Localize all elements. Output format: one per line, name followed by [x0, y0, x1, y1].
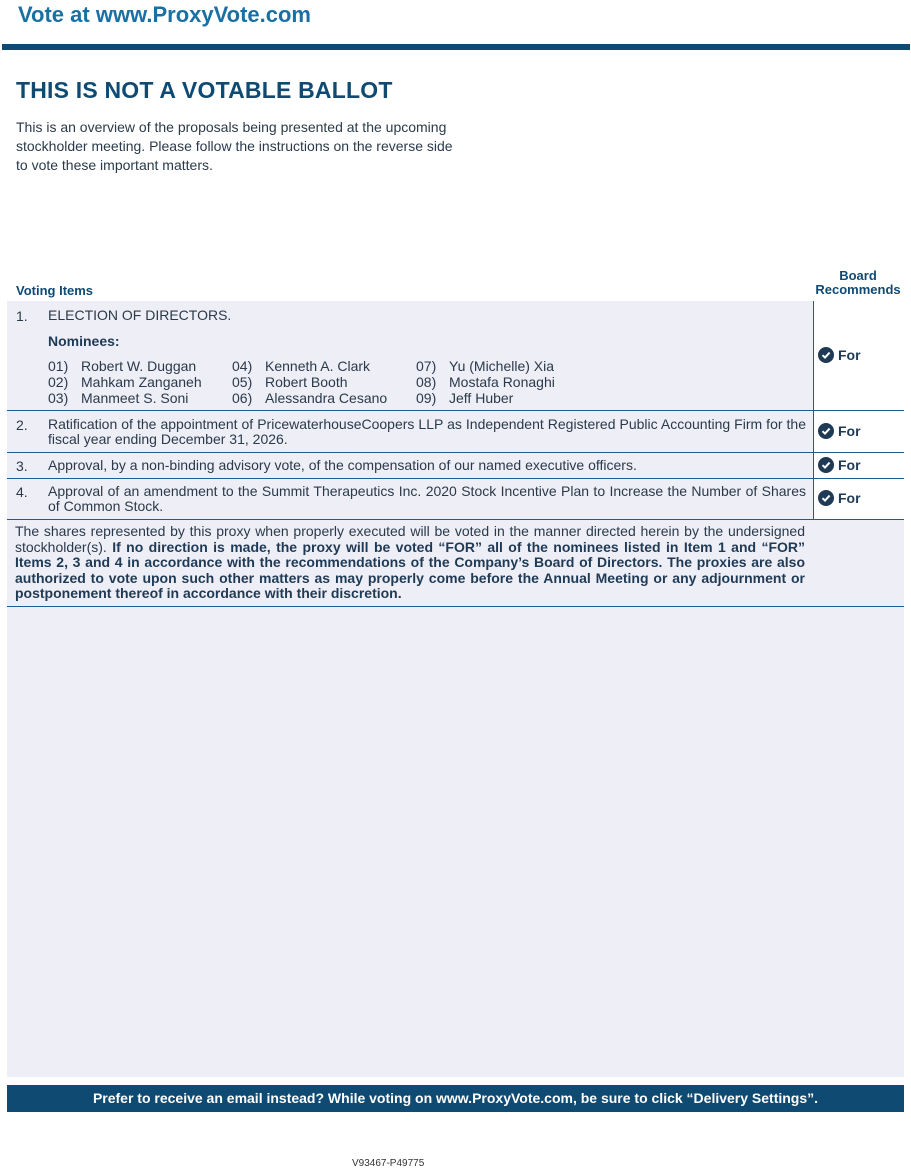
item-text: Approval, by a non-binding advisory vote, of the compensation of our named executive officers. — [48, 457, 637, 473]
nominee: 09) Jeff Huber — [416, 390, 514, 406]
proxy-footnote — [15, 524, 805, 602]
nominee: 05) Robert Booth — [232, 374, 348, 390]
check-circle-icon — [818, 347, 834, 363]
board-recommendation — [813, 453, 905, 478]
page-title: THIS IS NOT A VOTABLE BALLOT — [16, 77, 393, 103]
board-recommends-header — [812, 269, 904, 297]
header-rule — [2, 44, 910, 50]
voting-items-header: Voting Items — [16, 283, 94, 298]
voting-item-3 — [7, 453, 904, 479]
nominee: 01) Robert W. Duggan — [48, 358, 197, 374]
recommendation-label: For — [838, 490, 861, 506]
item-text: Approval of an amendment to the Summit Therapeutics Inc. 2020 Stock Incentive Plan to Increase the Number of Shares of Common Stock. — [48, 483, 806, 514]
nominee: 03) Manmeet S. Soni — [48, 390, 189, 406]
recommendation-label: For — [838, 457, 861, 473]
check-circle-icon — [818, 457, 834, 473]
item-number: 2. — [16, 417, 28, 433]
board-header-line1: Board — [839, 268, 877, 283]
voting-item-4 — [7, 479, 904, 520]
board-recommendation — [813, 301, 905, 410]
check-circle-icon — [818, 490, 834, 506]
voting-item-1 — [7, 301, 904, 411]
document-code: V93467-P49775 — [352, 1158, 425, 1169]
nominee: 04) Kenneth A. Clark — [232, 358, 371, 374]
nominee: 07) Yu (Michelle) Xia — [416, 358, 555, 374]
footnote-rule — [7, 606, 904, 607]
footnote-bold: If no direction is made, the proxy will be voted “FOR” all of the nominees listed in Item 1 and “FOR” Items 2, 3 and 4 in accordance with the recommendations of the Company’s Board of Directors. The proxies are also authorized to vote upon such other matters as may properly come before the Annual Meeting or any adjournment or postponement thereof in accordance with their discretion. — [15, 538, 806, 601]
email-delivery-banner: Prefer to receive an email instead? While voting on www.ProxyVote.com, be sure to click “Delivery Settings”. — [7, 1085, 904, 1112]
voting-item-2 — [7, 411, 904, 453]
item-number: 3. — [16, 458, 28, 474]
header-title[interactable]: Vote at www.ProxyVote.com — [18, 2, 311, 27]
item-number: 1. — [16, 308, 28, 324]
recommendation-for — [818, 457, 861, 473]
nominees-label: Nominees: — [48, 333, 120, 349]
item-number: 4. — [16, 484, 28, 500]
item-text: Ratification of the appointment of PricewaterhouseCoopers LLP as Independent Registered Public Accounting Firm for the fiscal year ending December 31, 2026. — [48, 416, 806, 447]
recommendation-label: For — [838, 423, 861, 439]
nominee: 08) Mostafa Ronaghi — [416, 374, 555, 390]
recommendation-for — [818, 347, 861, 363]
footnote-plain: The shares represented by this proxy when properly executed will be voted in the manner directed herein by the undersigned stockholder(s). — [15, 523, 805, 555]
nominee: 02) Mahkam Zanganeh — [48, 374, 202, 390]
nominee: 06) Alessandra Cesano — [232, 390, 388, 406]
item-text: ELECTION OF DIRECTORS. — [48, 307, 232, 323]
board-recommendation — [813, 479, 905, 519]
recommendation-for — [818, 490, 861, 506]
board-recommendation — [813, 411, 905, 452]
board-header-line2: Recommends — [815, 282, 901, 297]
intro-text: This is an overview of the proposals being presented at the upcoming stockholder meeting. Please follow the instructions on the reverse side to vote these important matters. — [16, 119, 453, 173]
recommendation-label: For — [838, 347, 861, 363]
recommendation-for — [818, 423, 861, 439]
nominees-list — [48, 358, 608, 406]
check-circle-icon — [818, 423, 834, 439]
